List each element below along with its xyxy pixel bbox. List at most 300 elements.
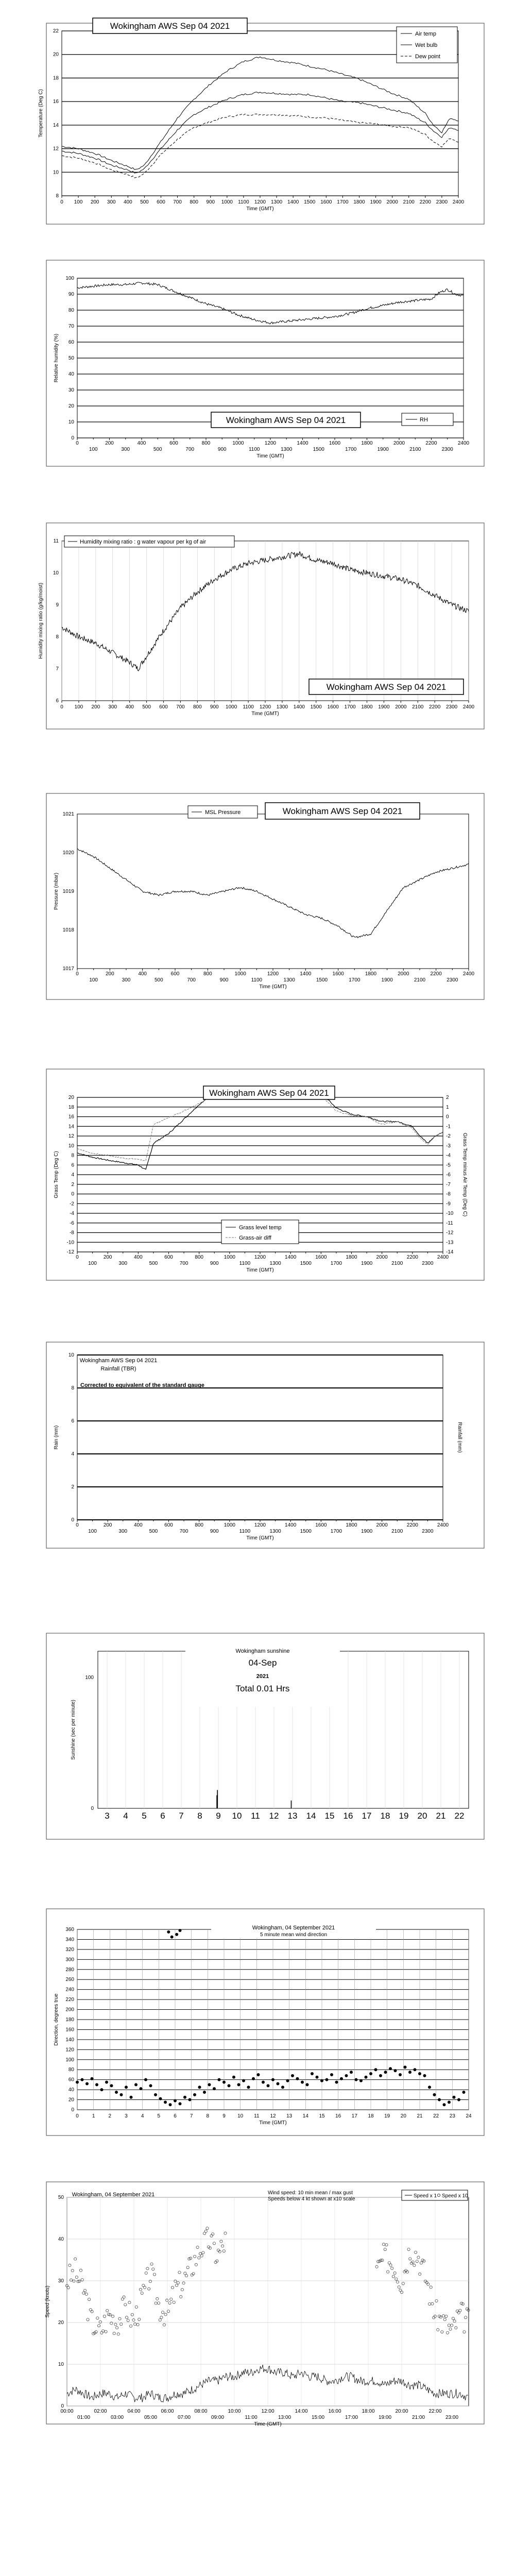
hmr-xtick: 2100	[412, 704, 424, 710]
wdir-point	[340, 2077, 343, 2080]
wdir-point	[325, 2078, 329, 2081]
rain-annotation: Corrected to equivalent of the standard gauge	[80, 1382, 204, 1388]
rain-ytick: 6	[71, 1418, 74, 1424]
wdir-point	[311, 2072, 314, 2075]
sun-xtick: 16	[343, 1811, 353, 1821]
grass-title: Wokingham AWS Sep 04 2021	[209, 1088, 329, 1098]
wspd-xtick: 00:00	[60, 2409, 74, 2414]
wdir-point	[91, 2077, 94, 2080]
grass-xtick: 2300	[422, 1261, 434, 1266]
wdir-xtick: 24	[466, 2113, 472, 2119]
grass-ytick-right: -12	[446, 1230, 454, 1236]
wdir-ytick: 340	[65, 1937, 74, 1943]
hmr-xtick: 800	[193, 704, 202, 710]
rh-xtick: 1600	[329, 440, 341, 446]
grass-xtick: 100	[88, 1261, 97, 1266]
wdir-point	[85, 2082, 89, 2085]
wdir-point	[247, 2086, 250, 2089]
wdir-point	[252, 2077, 255, 2080]
wdir-point	[110, 2084, 113, 2087]
wdir-point	[179, 1929, 182, 1932]
hmr-xtick: 1500	[310, 704, 322, 710]
grass-xtick: 1600	[315, 1255, 327, 1260]
wspd-ytick: 40	[58, 2236, 64, 2242]
rh-ytick: 50	[68, 355, 74, 361]
mslp-xtick: 600	[170, 971, 180, 977]
mslp-title: Wokingham AWS Sep 04 2021	[282, 806, 403, 816]
mslp-ytick: 1019	[62, 889, 74, 894]
wspd-xtick: 21:00	[411, 2415, 425, 2420]
hmr-xtick: 1400	[293, 704, 305, 710]
wdir-point	[164, 2100, 167, 2104]
wdir-point	[350, 2071, 353, 2074]
rain-xtick: 100	[88, 1529, 97, 1534]
wdir-point	[404, 2065, 407, 2069]
mslp-xtick: 700	[187, 977, 196, 983]
grass-legend-label: Grass-air diff	[239, 1235, 271, 1241]
mslp-xtick: 500	[154, 977, 163, 983]
wdir-point	[120, 2093, 123, 2096]
wspd-title: Wokingham, 04 September 2021	[72, 2192, 155, 2198]
grass-xtick: 600	[164, 1255, 173, 1260]
grass-ytick: -10	[66, 1240, 74, 1246]
rain-subtitle: Rainfall (TBR)	[100, 1366, 136, 1372]
wdir-frame	[46, 1909, 484, 2136]
wdir-point	[399, 2073, 402, 2076]
rh-ytick: 0	[71, 435, 74, 441]
rain-xtick: 1100	[239, 1529, 251, 1534]
rain-xtick: 2100	[391, 1529, 403, 1534]
rain-xtick: 1500	[300, 1529, 312, 1534]
wspd-subtitle: Wind speed: 10 min mean / max gust	[268, 2190, 353, 2196]
rh-ytick: 10	[68, 419, 74, 425]
wdir-point	[359, 2079, 363, 2082]
wdir-point	[228, 2084, 231, 2087]
hmr-xtick: 0	[60, 704, 63, 710]
wdir-point	[291, 2074, 294, 2077]
mslp-xlabel: Time (GMT)	[259, 984, 287, 990]
temp-xtick: 0	[60, 199, 63, 205]
mslp-xtick: 1700	[349, 977, 360, 983]
temp-xtick: 900	[206, 199, 215, 205]
rh-ytick: 30	[68, 387, 74, 393]
wdir-ytick: 160	[65, 2027, 74, 2033]
sun-xtick: 8	[197, 1811, 202, 1821]
hmr-ytick: 10	[53, 570, 59, 576]
wdir-point	[81, 2078, 84, 2081]
hmr-legend-label: Humidity mixing ratio : g water vapour per kg of air	[80, 539, 207, 545]
wdir-ytick: 200	[65, 2007, 74, 2013]
mslp-xtick: 1600	[332, 971, 344, 977]
grass-xtick: 1800	[346, 1255, 357, 1260]
mslp-xtick: 800	[203, 971, 212, 977]
mslp-xtick: 900	[219, 977, 229, 983]
wdir-point	[218, 2078, 221, 2081]
wspd-xtick: 03:00	[110, 2415, 124, 2420]
grass-ytick-right: -13	[446, 1240, 454, 1246]
rh-xtick: 900	[217, 447, 227, 452]
grass-xtick: 700	[179, 1261, 188, 1266]
sun-xtick: 20	[417, 1811, 427, 1821]
wdir-point	[105, 2081, 108, 2084]
rh-xtick: 1100	[248, 447, 260, 452]
wdir-point	[301, 2081, 304, 2084]
wdir-point	[76, 2081, 79, 2084]
wdir-point	[389, 2067, 392, 2070]
wdir-point	[188, 2098, 192, 2102]
grass-xtick: 400	[133, 1255, 143, 1260]
grass-ytick-right: -7	[446, 1181, 451, 1188]
hmr-xtick: 400	[125, 704, 134, 710]
sun-xtick: 17	[362, 1811, 372, 1821]
rh-ytick: 90	[68, 292, 74, 297]
temp-ytick: 18	[53, 75, 59, 81]
temp-xtick: 1000	[221, 199, 233, 205]
grass-ytick: 2	[71, 1181, 74, 1188]
wdir-xtick: 21	[417, 2113, 423, 2119]
wdir-xtick: 15	[319, 2113, 325, 2119]
grass-ytick: -4	[70, 1211, 74, 1216]
rh-xtick: 2000	[393, 440, 405, 446]
rain-xtick: 1300	[269, 1529, 281, 1534]
temp-xtick: 2000	[386, 199, 398, 205]
grass-xtick: 1700	[330, 1261, 342, 1266]
grass-xtick: 1200	[254, 1255, 266, 1260]
temp-xtick: 1500	[304, 199, 316, 205]
rh-xtick: 1800	[361, 440, 373, 446]
temp-xtick: 300	[107, 199, 116, 205]
wdir-ytick: 300	[65, 1957, 74, 1963]
hmr-ylabel: Humidity mixing ratio (g/kg/moist)	[38, 583, 44, 659]
rain-chart	[0, 1334, 515, 1571]
sun-title: Wokingham sunshine	[235, 1648, 290, 1654]
sun-xtick: 3	[105, 1811, 110, 1821]
grass-ytick-right: -6	[446, 1172, 451, 1178]
sun-xtick: 5	[142, 1811, 147, 1821]
wspd-xtick: 08:00	[194, 2409, 208, 2414]
rh-xtick: 500	[153, 447, 162, 452]
wdir-xtick: 23	[449, 2113, 455, 2119]
temp-xtick: 2200	[419, 199, 431, 205]
rh-ytick: 60	[68, 340, 74, 345]
wdir-ylabel: Direction, degrees true	[54, 1993, 59, 2046]
hmr-xtick: 1600	[327, 704, 339, 710]
wdir-point	[369, 2072, 372, 2075]
wspd-xtick: 23:00	[445, 2415, 459, 2420]
hmr-xtick: 500	[142, 704, 151, 710]
rh-ylabel: Relative humidity (%)	[54, 333, 59, 383]
grass-ytick: 12	[68, 1133, 74, 1139]
hmr-xtick: 200	[91, 704, 100, 710]
wdir-point	[222, 2081, 226, 2084]
wspd-xtick: 12:00	[261, 2409, 274, 2414]
rain-xtick: 1000	[224, 1522, 235, 1528]
hmr-xtick: 1900	[378, 704, 390, 710]
wspd-ytick: 50	[58, 2195, 64, 2200]
wspd-ylabel: Speed (knots)	[45, 2285, 50, 2318]
hmr-xtick: 2000	[395, 704, 407, 710]
grass-ytick: 6	[71, 1162, 74, 1168]
rain-ytick: 2	[71, 1484, 74, 1490]
wdir-ytick: 240	[65, 1987, 74, 1993]
wdir-chart	[0, 1901, 515, 2159]
wdir-point	[281, 2086, 284, 2089]
grass-ytick: -2	[70, 1201, 74, 1207]
rh-xlabel: Time (GMT)	[256, 453, 284, 459]
grass-xtick: 1000	[224, 1255, 235, 1260]
mslp-ytick: 1020	[62, 850, 74, 856]
grass-xtick: 500	[149, 1261, 158, 1266]
grass-ytick-right: 0	[446, 1114, 449, 1120]
wdir-point	[262, 2081, 265, 2084]
wdir-point	[170, 1936, 174, 1939]
wdir-point	[149, 2084, 152, 2087]
wdir-ytick: 260	[65, 1977, 74, 1983]
mslp-xtick: 1400	[300, 971, 312, 977]
wdir-ytick: 360	[65, 1927, 74, 1933]
temp-xtick: 1900	[370, 199, 382, 205]
wdir-point	[242, 2079, 245, 2082]
grass-xtick: 2400	[437, 1255, 449, 1260]
hmr-ytick: 11	[53, 538, 59, 544]
wdir-point	[232, 2076, 235, 2079]
wspd-xlabel: Time (GMT)	[254, 2421, 282, 2427]
sun-xtick: 10	[232, 1811, 242, 1821]
wdir-title: Wokingham, 04 September 2021	[252, 1925, 335, 1931]
mslp-xtick: 100	[89, 977, 98, 983]
wdir-xtick: 9	[222, 2113, 226, 2119]
wdir-point	[286, 2079, 289, 2082]
mslp-xtick: 1500	[316, 977, 328, 983]
rain-ytick: 10	[68, 1352, 74, 1358]
rain-xtick: 600	[164, 1522, 173, 1528]
wdir-xtick: 6	[174, 2113, 177, 2119]
wdir-point	[418, 2072, 421, 2075]
wdir-point	[296, 2077, 299, 2080]
rain-xtick: 200	[103, 1522, 112, 1528]
rh-xtick: 2100	[409, 447, 421, 452]
mslp-ytick: 1021	[62, 811, 74, 817]
temp-xtick: 1600	[320, 199, 332, 205]
sun-chart	[0, 1625, 515, 1862]
wdir-point	[198, 2086, 201, 2089]
wspd-xtick: 14:00	[295, 2409, 308, 2414]
rain-xtick: 500	[149, 1529, 158, 1534]
temp-xtick: 2300	[436, 199, 448, 205]
rain-xtick: 1800	[346, 1522, 357, 1528]
wspd-xtick: 15:00	[311, 2415, 325, 2420]
wdir-ytick: 320	[65, 1946, 74, 1953]
temp-xtick: 1300	[270, 199, 283, 205]
sun-xtick: 14	[306, 1811, 316, 1821]
temp-xtick: 600	[157, 199, 165, 205]
sun-xtick: 4	[123, 1811, 128, 1821]
rain-ytick: 4	[71, 1451, 74, 1457]
mslp-xtick: 2200	[430, 971, 442, 977]
wspd-xtick: 19:00	[378, 2415, 392, 2420]
wdir-point	[237, 2083, 241, 2086]
grass-ytick-right: -3	[446, 1143, 451, 1149]
rh-xtick: 2200	[425, 440, 437, 446]
wdir-point	[345, 2074, 348, 2077]
wspd-xtick: 04:00	[127, 2409, 141, 2414]
grass-ytick: 0	[71, 1191, 74, 1197]
hmr-ytick: 7	[56, 666, 59, 672]
wdir-ytick: 60	[68, 2077, 74, 2083]
wdir-point	[306, 2083, 309, 2086]
wdir-xtick: 22	[433, 2113, 439, 2119]
rh-xtick: 1900	[377, 447, 389, 452]
grass-ytick-right: -5	[446, 1162, 451, 1168]
grass-ytick-right: 2	[446, 1095, 449, 1100]
rain-xtick: 2400	[437, 1522, 449, 1528]
wdir-point	[438, 2098, 441, 2102]
rh-xtick: 400	[137, 440, 146, 446]
hmr-xtick: 700	[176, 704, 185, 710]
grass-ytick: -6	[70, 1220, 74, 1226]
hmr-xtick: 300	[108, 704, 117, 710]
wdir-point	[414, 2068, 417, 2071]
wdir-xtick: 1	[92, 2113, 95, 2119]
grass-xtick: 1400	[285, 1255, 297, 1260]
wdir-point	[271, 2078, 274, 2081]
wdir-ytick: 280	[65, 1967, 74, 1973]
mslp-xtick: 1800	[365, 971, 377, 977]
rh-chart	[0, 252, 515, 489]
grass-ytick: 4	[71, 1172, 74, 1178]
wdir-xtick: 0	[76, 2113, 79, 2119]
temp-legend-label: Air temp	[415, 31, 436, 37]
hmr-xtick: 1000	[226, 704, 237, 710]
temp-ytick: 20	[53, 52, 59, 58]
wdir-point	[169, 2103, 172, 2106]
rh-xtick: 0	[76, 440, 79, 446]
grass-xtick: 1500	[300, 1261, 312, 1266]
temp-ytick: 12	[53, 146, 59, 152]
wspd-xtick: 02:00	[94, 2409, 107, 2414]
grass-ytick: 10	[68, 1143, 74, 1149]
sun-xtick: 9	[216, 1811, 221, 1821]
wdir-point	[394, 2069, 397, 2072]
rh-xtick: 100	[89, 447, 98, 452]
temp-title: Wokingham AWS Sep 04 2021	[110, 21, 230, 31]
wdir-point	[267, 2084, 270, 2087]
rh-frame	[46, 260, 484, 466]
temp-ytick: 10	[53, 170, 59, 176]
grass-ytick-right: -14	[446, 1249, 454, 1255]
grass-chart	[0, 1061, 515, 1303]
wspd-ytick: 0	[61, 2403, 64, 2409]
rh-ytick: 40	[68, 371, 74, 377]
wspd-xtick: 18:00	[362, 2409, 375, 2414]
wspd-ytick: 30	[58, 2278, 64, 2284]
hmr-xlabel: Time (GMT)	[251, 711, 279, 717]
rain-xtick: 800	[195, 1522, 204, 1528]
rh-xtick: 1500	[313, 447, 324, 452]
hmr-xtick: 2200	[429, 704, 441, 710]
hmr-ytick: 8	[56, 634, 59, 640]
grass-ytick-right: -2	[446, 1133, 451, 1139]
wdir-xtick: 20	[400, 2113, 406, 2119]
mslp-xtick: 1100	[251, 977, 263, 983]
grass-ytick-right: -9	[446, 1201, 451, 1207]
mslp-xtick: 1900	[381, 977, 393, 983]
grass-xtick: 2000	[376, 1255, 388, 1260]
sun-xtick: 21	[436, 1811, 446, 1821]
grass-xtick: 0	[76, 1255, 79, 1260]
rh-xtick: 2400	[457, 440, 470, 446]
rh-ytick: 20	[68, 403, 74, 409]
wspd-ytick: 10	[58, 2362, 64, 2367]
wdir-point	[277, 2082, 280, 2085]
grass-ytick: 18	[68, 1104, 74, 1110]
mslp-xtick: 1000	[234, 971, 246, 977]
sun-xtick: 19	[399, 1811, 409, 1821]
hmr-ytick: 6	[56, 698, 59, 704]
wdir-point	[428, 2086, 431, 2089]
wdir-xtick: 11	[254, 2113, 260, 2119]
temp-xtick: 500	[140, 199, 149, 205]
wspd-xtick: 20:00	[395, 2409, 408, 2414]
temp-xtick: 1700	[337, 199, 349, 205]
wspd-chart	[0, 2174, 515, 2447]
wdir-xtick: 7	[190, 2113, 193, 2119]
wdir-point	[320, 2079, 323, 2082]
rh-xtick: 1300	[281, 447, 293, 452]
wdir-point	[183, 2096, 186, 2099]
wdir-ytick: 100	[65, 2057, 74, 2063]
wspd-subtitle2: Speeds below 4 kt shown at x10 scale	[268, 2196, 355, 2202]
wdir-xtick: 13	[286, 2113, 293, 2119]
rh-xtick: 800	[201, 440, 211, 446]
wdir-ytick: 20	[68, 2097, 74, 2103]
wdir-point	[134, 2083, 138, 2086]
grass-xtick: 300	[118, 1261, 128, 1266]
grass-xtick: 2100	[391, 1261, 403, 1266]
sun-total: Total 0.01 Hrs	[235, 1684, 290, 1693]
mslp-xtick: 2300	[447, 977, 458, 983]
wdir-point	[453, 2096, 456, 2099]
wdir-point	[335, 2081, 338, 2084]
hmr-xtick: 1800	[361, 704, 373, 710]
wdir-ytick: 0	[71, 2107, 74, 2113]
wdir-ytick: 220	[65, 1997, 74, 2003]
rh-xtick: 1400	[297, 440, 308, 446]
grass-xtick: 200	[103, 1255, 112, 1260]
hmr-xtick: 2300	[445, 704, 458, 710]
rain-ylabel-right: Rainfall (mm)	[457, 1422, 462, 1453]
wspd-frame	[46, 2182, 484, 2424]
temp-xtick: 100	[74, 199, 83, 205]
temp-xtick: 2100	[403, 199, 415, 205]
wdir-point	[355, 2078, 358, 2081]
hmr-xtick: 2400	[462, 704, 475, 710]
wdir-point	[115, 2091, 118, 2094]
rain-xtick: 900	[210, 1529, 219, 1534]
wdir-xtick: 18	[368, 2113, 374, 2119]
wspd-xtick: 06:00	[161, 2409, 174, 2414]
sun-date: 04-Sep	[248, 1658, 277, 1668]
mslp-xtick: 0	[76, 971, 79, 977]
wdir-point	[208, 2083, 211, 2086]
hmr-xtick: 1700	[344, 704, 356, 710]
wdir-point	[95, 2083, 98, 2086]
grass-ytick-right: -4	[446, 1153, 451, 1159]
wspd-legend-label: Speed x 10	[442, 2193, 468, 2199]
wdir-point	[140, 2087, 143, 2090]
grass-xtick: 900	[210, 1261, 219, 1266]
rain-xlabel: Time (GMT)	[246, 1535, 274, 1541]
